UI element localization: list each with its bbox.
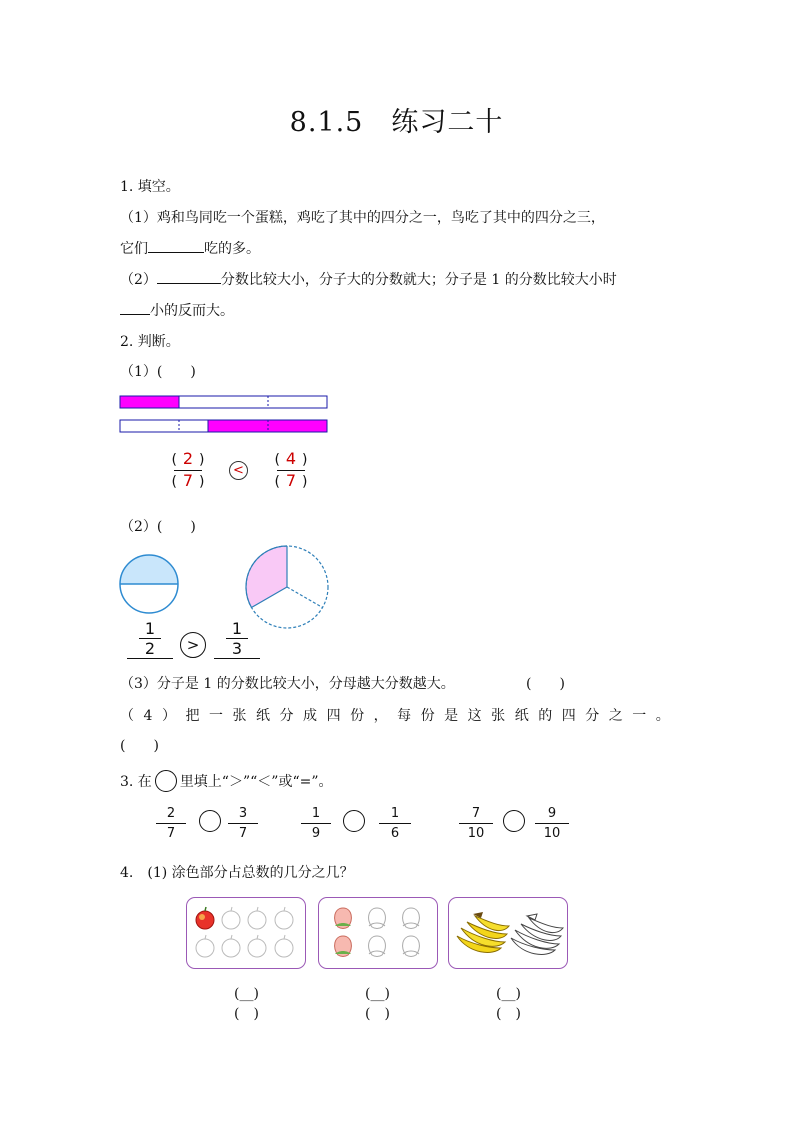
q4-answer-3-bottom[interactable]: ( ) <box>496 1006 521 1022</box>
third-circle-figure <box>243 543 331 631</box>
compare-circle-slot[interactable] <box>199 810 221 832</box>
q2-sub2-left-fraction <box>127 619 173 659</box>
q2-sub4-char: 是 <box>444 708 459 724</box>
q2-sub4-char: 份 <box>350 708 365 724</box>
q2-sub4-char: 四 <box>561 708 576 724</box>
q2-heading: 2. 判断。 <box>120 334 180 350</box>
q2-sub1-left-fraction: ( 2 ) ( 7 ) <box>171 449 205 490</box>
q2-sub4-char: 成 <box>303 708 318 724</box>
q1-sub2-line2 <box>120 302 234 320</box>
q2-sub4-char: 张 <box>491 708 506 724</box>
q3-pair-3-right-num: 9 <box>547 806 557 821</box>
q2-sub2-right-fraction <box>214 619 260 659</box>
q2-sub2-right-num: 1 <box>231 619 243 638</box>
q2-sub4-char: 份 <box>420 708 435 724</box>
q2-sub2-compare-sign: > <box>180 632 206 658</box>
q2-sub1-left-num: 2 <box>182 449 194 468</box>
q4-answer-1-bottom[interactable]: ( ) <box>234 1006 259 1022</box>
q2-sub2-right-den: 3 <box>231 639 243 658</box>
q1-sub1-text-a: 它们 <box>120 241 148 257</box>
q2-sub1-right-den: 7 <box>285 471 297 490</box>
q2-sub4-char: 一 <box>632 708 647 724</box>
q2-sub1-right-num: 4 <box>285 449 297 468</box>
q2-sub4-char: 纸 <box>256 708 271 724</box>
q2-sub2-label: （2）( ) <box>120 519 196 535</box>
q2-sub4-char: 分 <box>585 708 600 724</box>
q1-sub2-line1 <box>120 271 617 289</box>
q4-answer-1-top[interactable]: (__) <box>234 986 259 1002</box>
q4-answer-3-top[interactable]: (__) <box>496 986 521 1002</box>
q3-heading <box>120 770 333 792</box>
answer-blank[interactable] <box>148 252 204 253</box>
answer-blank[interactable] <box>157 283 221 284</box>
q2-sub4-char: 之 <box>608 708 623 724</box>
q2-sub4-char: 把 <box>185 708 200 724</box>
q2-sub4-char: （ <box>120 708 134 724</box>
q1-sub2-text-a: （2） <box>120 272 157 288</box>
q2-sub4-char: 四 <box>326 708 341 724</box>
q1-sub1-line1: （1）鸡和鸟同吃一个蛋糕，鸡吃了其中的四分之一，鸟吃了其中的四分之三， <box>120 210 605 226</box>
q3-heading-a: 3. 在 <box>120 774 152 790</box>
q3-pair-2-right-den: 6 <box>390 826 400 841</box>
half-circle-figure <box>116 553 182 619</box>
peaches-card <box>318 897 438 969</box>
bananas-icon <box>449 898 567 968</box>
q2-sub4-char: 纸 <box>514 708 529 724</box>
q2-sub4-char: ， <box>373 708 388 724</box>
q2-sub4-char: 的 <box>538 708 553 724</box>
q3-pair-3-left-den: 10 <box>467 826 485 841</box>
q4-answer-2-bottom[interactable]: ( ) <box>365 1006 390 1022</box>
q1-sub2-text-c: 小的反而大。 <box>150 303 234 319</box>
q1-sub1-text-b: 吃的多。 <box>204 241 260 257</box>
peaches-icon <box>319 898 437 968</box>
q2-sub4-char: 一 <box>208 708 223 724</box>
q3-pair-2-right-num: 1 <box>390 806 400 821</box>
q3-pair-1-right-num: 3 <box>238 806 248 821</box>
q2-sub3-paren[interactable]: ( ) <box>526 676 565 692</box>
q2-sub1-compare-sign: < <box>229 461 248 480</box>
q2-sub1-label: （1）( ) <box>120 364 196 380</box>
q1-heading: 1. 填空。 <box>120 179 180 195</box>
q3-pair-2-left-num: 1 <box>311 806 321 821</box>
compare-circle-slot[interactable] <box>343 810 365 832</box>
q4-answer-2-top[interactable]: (__) <box>365 986 390 1002</box>
q2-sub2-left-den: 2 <box>144 639 156 658</box>
q2-sub3-text: （3）分子是 1 的分数比较大小，分母越大分数越大。 <box>120 676 455 692</box>
fraction-bars-figure <box>118 394 330 434</box>
bar-four-sevenths <box>120 420 327 432</box>
q2-sub4-char: ） <box>161 708 176 724</box>
q2-sub4-char: 每 <box>397 708 412 724</box>
bananas-card <box>448 897 568 969</box>
bar-two-sevenths <box>120 396 327 408</box>
q2-sub4-char: 4 <box>143 708 153 724</box>
q3-heading-b: 里填上“＞”“＜”或“=”。 <box>179 774 333 790</box>
answer-blank[interactable] <box>120 314 150 315</box>
q2-sub2-left-num: 1 <box>144 619 156 638</box>
apples-icon <box>187 898 305 968</box>
q3-pair-1-left-num: 2 <box>166 806 176 821</box>
q2-sub4-char: 张 <box>232 708 247 724</box>
q3-pair-2-left-den: 9 <box>311 826 321 841</box>
q3-pair-1-right-den: 7 <box>238 826 248 841</box>
q2-sub4-line <box>120 707 670 725</box>
q1-sub2-text-b: 分数比较大小，分子大的分数就大；分子是 1 的分数比较大小时 <box>220 272 617 288</box>
q2-sub4-paren[interactable]: ( ) <box>120 738 159 754</box>
q4-heading: 4. (1) 涂色部分占总数的几分之几？ <box>120 865 354 881</box>
circle-slot-icon <box>155 770 177 792</box>
page-title: 8.1.5 练习二十 <box>289 107 504 138</box>
apples-card <box>186 897 306 969</box>
q2-sub4-char: 这 <box>467 708 482 724</box>
q2-sub1-right-fraction: ( 4 ) ( 7 ) <box>274 449 308 490</box>
compare-circle-slot[interactable] <box>503 810 525 832</box>
q2-sub4-char: 分 <box>279 708 294 724</box>
q2-sub4-char: 。 <box>655 708 670 724</box>
q3-pair-3-left-num: 7 <box>471 806 481 821</box>
q2-sub1-left-den: 7 <box>182 471 194 490</box>
q3-pair-3-right-den: 10 <box>543 826 561 841</box>
q3-pair-1-left-den: 7 <box>166 826 176 841</box>
q1-sub1-line2 <box>120 240 260 258</box>
